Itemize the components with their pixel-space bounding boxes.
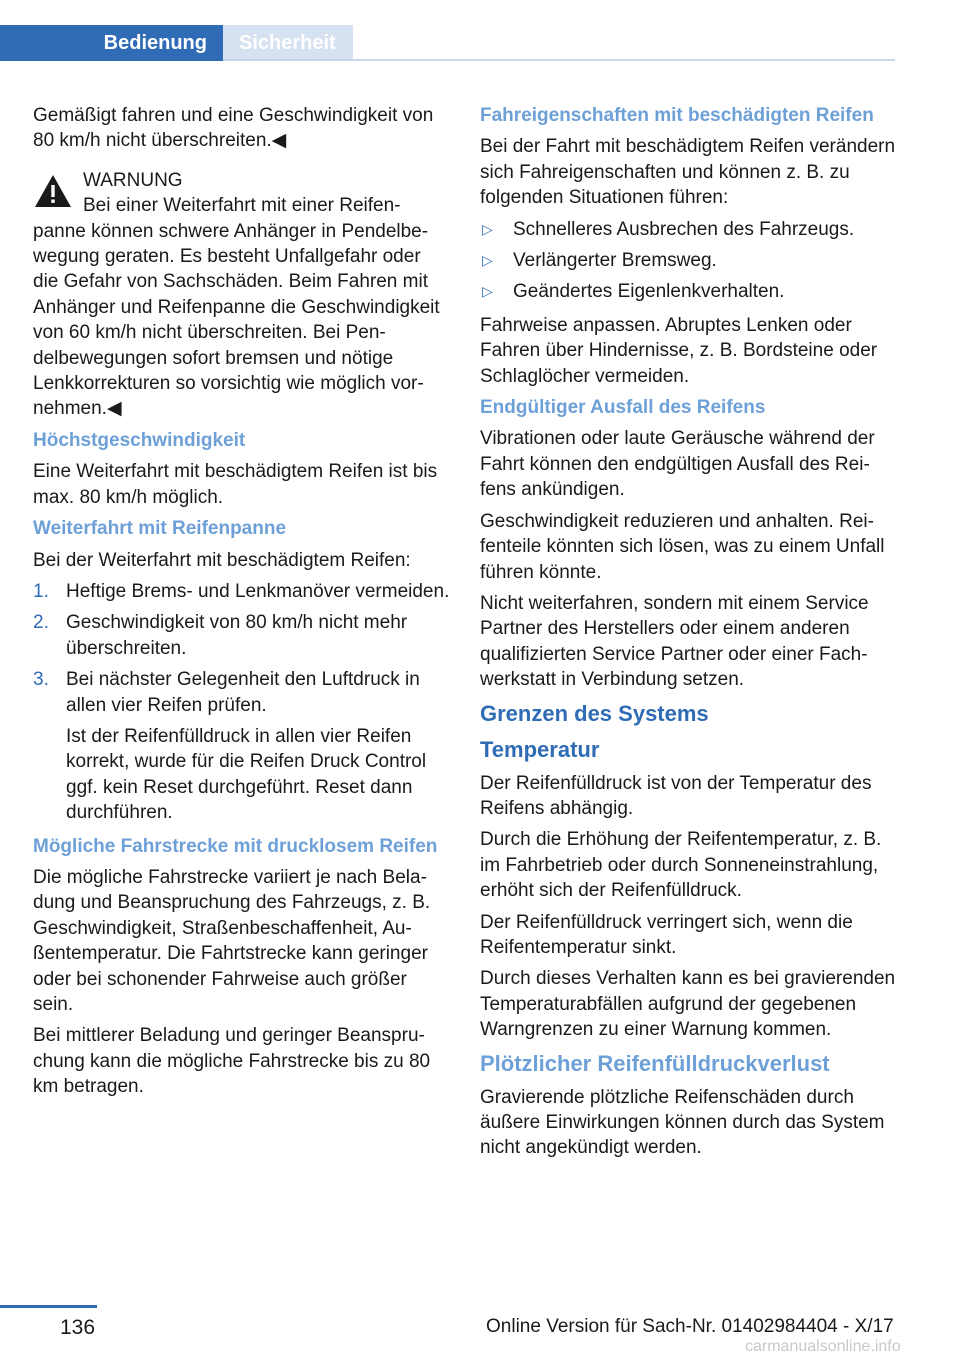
heading-ausfall: Endgültiger Ausfall des Reifens <box>480 397 766 419</box>
bullet-text: Schnelleres Ausbrechen des Fahrzeugs. <box>513 218 855 240</box>
section-tabs <box>0 25 895 61</box>
step-text: Heftige Brems- und Lenkmanöver vermeiden. <box>66 580 450 602</box>
heading-temperatur: Temperatur <box>480 736 600 762</box>
paragraph-weiterfahrt: Bei der Weiterfahrt mit beschädigtem Reifen: <box>33 549 411 571</box>
warning-title: WARNUNG <box>83 169 183 191</box>
paragraph-ploetzlicher-verlust: Gravierende plötzliche Reifenschäden durch äußere Einwirkungen können durch das System nicht angekündigt werden. <box>480 1086 885 1159</box>
steps-list <box>33 579 451 826</box>
paragraph-ausfall-3: Nicht weiterfahren, sondern mit einem Service Partner des Herstellers oder einem anderen qualifizierten Service Partner oder einer Fachwerkstatt in Verbindung setzen. <box>480 592 869 691</box>
triangle-bullet-icon: ▷ <box>482 283 493 300</box>
step-3-note: Ist der Reifenfülldruck in allen vier Reifen korrekt, wurde für die Reifen Druck Control ggf. kein Reset durchgeführt. Reset dann durchführen. <box>66 725 427 824</box>
warning-block <box>33 168 451 422</box>
step-number: 3. <box>33 669 49 691</box>
footer-version-text: Online Version für Sach-Nr. 01402984404 - X/17 <box>486 1316 894 1337</box>
right-column <box>480 103 898 1167</box>
paragraph-temperatur-4: Durch dieses Verhalten kann es bei gravierenden Temperaturabfällen aufgrund der gegebenen Warngrenzen zu einer Warnung kommen. <box>480 968 896 1041</box>
step-number: 2. <box>33 612 49 634</box>
warning-first-line: Bei einer Weiterfahrt mit einer Reifen- <box>83 195 401 217</box>
warning-text: panne können schwere Anhänger in Pendelbewegung geraten. Es besteht Unfallgefahr oder die Gefahr von Sachschäden. Beim Fahren mit Anhänger und Reifenpanne die Geschwindigkeit von 60 km/h nicht überschreiten. Bei Pendelbewegungen sofort bremsen und nötige Lenkkorrekturen so vorsichtig wie möglich vornehmen.◀ <box>33 220 440 420</box>
paragraph-ausfall-1: Vibrationen oder laute Geräusche während der Fahrt können den endgültigen Ausfall des Reifens ankündigen. <box>480 428 875 501</box>
list-item <box>33 610 451 661</box>
tab-sicherheit[interactable]: Sicherheit <box>223 25 353 61</box>
list-item <box>480 248 898 273</box>
paragraph-ausfall-2: Geschwindigkeit reduzieren und anhalten. Reifenteile könnten sich lösen, was zu einem Unfall führen könnte. <box>480 510 885 583</box>
heading-fahreigenschaften: Fahreigenschaften mit beschädigten Reifen <box>480 105 874 126</box>
header-rule <box>223 59 895 61</box>
heading-fahrstrecke: Mögliche Fahrstrecke mit drucklosem Reifen <box>33 835 438 857</box>
warning-icon <box>33 172 73 210</box>
list-item <box>480 217 898 242</box>
heading-ploetzlicher-verlust: Plötzlicher Reifenfülldruckverlust <box>480 1050 830 1076</box>
heading-grenzen: Grenzen des Systems <box>480 700 709 726</box>
footer-rule <box>0 1305 97 1308</box>
intro-paragraph: Gemäßigt fahren und eine Geschwindigkeit von 80 km/h nicht überschreiten.◀ <box>33 105 434 152</box>
paragraph-temperatur-3: Der Reifenfülldruck verringert sich, wenn die Reifentemperatur sinkt. <box>480 911 853 958</box>
step-number: 1. <box>33 580 49 602</box>
paragraph-fahrstrecke-2: Bei mittlerer Beladung und geringer Beanspruchung kann die mögliche Fahrstrecke bis zu 80 km betragen. <box>33 1025 431 1098</box>
page-number: 136 <box>60 1316 96 1339</box>
heading-weiterfahrt: Weiterfahrt mit Reifenpanne <box>33 518 287 540</box>
bullet-text: Verlängerter Bremsweg. <box>513 250 717 272</box>
paragraph-hoechstgeschwindigkeit: Eine Weiterfahrt mit beschädigtem Reifen ist bis max. 80 km/h möglich. <box>33 461 438 508</box>
step-text: Bei nächster Gelegenheit den Luftdruck in allen vier Reifen prüfen. <box>66 669 420 716</box>
paragraph-fahreigenschaften: Bei der Fahrt mit beschädigtem Reifen verändern sich Fahreigenschaften und können z. B. zu folgenden Situationen führen: <box>480 136 896 209</box>
paragraph-temperatur-1: Der Reifenfülldruck ist von der Temperatur des Reifens abhängig. <box>480 772 872 819</box>
bullet-text: Geändertes Eigenlenkverhalten. <box>513 281 785 303</box>
paragraph-fahrweise: Fahrweise anpassen. Abruptes Lenken oder Fahren über Hindernisse, z. B. Bordsteine oder Schlaglöcher vermeiden. <box>480 314 878 387</box>
list-item <box>480 279 898 304</box>
triangle-bullet-icon: ▷ <box>482 220 493 237</box>
triangle-bullet-icon: ▷ <box>482 252 493 269</box>
effects-list <box>480 217 898 305</box>
heading-hoechstgeschwindigkeit: Höchstgeschwindigkeit <box>33 429 246 451</box>
step-text: Geschwindigkeit von 80 km/h nicht mehr überschreiten. <box>66 612 408 659</box>
tab-bedienung[interactable]: Bedienung <box>0 25 223 61</box>
list-item <box>33 579 451 604</box>
paragraph-temperatur-2: Durch die Erhöhung der Reifentemperatur, z. B. im Fahrbetrieb oder durch Sonneneinstrahlung, erhöht sich der Reifenfülldruck. <box>480 829 882 902</box>
left-column <box>33 103 451 1106</box>
watermark: carmanualsonline.info <box>745 1338 901 1355</box>
paragraph-fahrstrecke-1: Die mögliche Fahrstrecke variiert je nach Beladung und Beanspruchung des Fahrzeugs, z. B. Geschwindigkeit, Straßenbeschaffenheit, Außentemperatur. Die Fahrtstrecke kann geringer oder bei schonender Fahrweise auch größer sein. <box>33 866 431 1015</box>
list-item <box>33 667 451 825</box>
